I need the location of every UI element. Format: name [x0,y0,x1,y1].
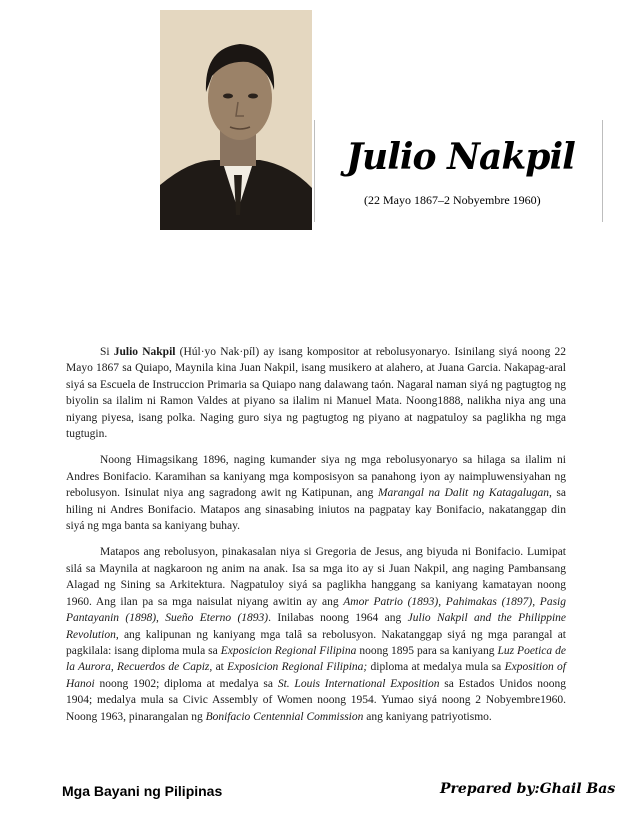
footer-credit: Prepared by:Ghail Bas [440,781,616,797]
work-titles: Luz Poetica de la Aurora, Recuerdos de Capiz, [66,644,566,674]
biography-text [66,344,566,735]
commission-name: Bonifacio Centennial Commission [205,710,364,723]
page-title: Julio Nakpil [346,136,575,178]
exposition-name: Exposicion Regional Filipina [220,644,357,657]
footer-series-title: Mga Bayani ng Pilipinas [62,783,223,799]
divider-left [314,120,315,222]
portrait-icon [160,10,312,230]
paragraph-2: Noong Himagsikang 1896, naging kumander siya ng mga rebolusyonaryo sa hilaga sa ilalim ni Andres Bonifacio. Karamihan sa kaniyang mga komposisyon sa panahong iyon ay naimpluwensiyahan ng rebolusyon. Isinulat niya ang sagradong awit ng Katipunan, ang Marangal na Dalit ng Katagalugan, sa hiling ni Andres Bonifacio. Matapos ang sinasabing iniutos na pagpatay kay Bonifacio, nakatanggap din siyá ng mga banta sa kaniyang buhay. [66,454,566,533]
paragraph-3: Matapos ang rebolusyon, pinakasalan niya si Gregoria de Jesus, ang biyuda ni Bonifacio. Lumipat silá sa Maynila at nagkaroon ng anim na anak. Isa sa mga ito ay si Juan Nakpil, ang naging Pambansang Alagad ng Sining sa Arkitektura. Nagpatuloy siyá sa paglikha hanggang sa kaniyang kamatayan noong 1960. Ang ilan pa sa mga naisulat niyang awitin ay ang Amor Patrio (1893), Pahimakas (1897), Pasig Pantayanin (1898), Sueño Eterno (1893). Inilabas noong 1964 ang Julio Nakpil and the Philippine Revolution, ang kalipunan ng kaniyang mga talâ sa rebolusyon. Nakatanggap siyá ng mga parangal at pagkilala: isang diploma mula sa Exposicion Regional Filipina noong 1895 para sa kaniyang Luz Poetica de la Aurora, Recuerdos de Capiz, at Exposicion Regional Filipina; diploma at medalya mula sa Exposition of Hanoi noong 1902; diploma at medalya sa St. Louis International Exposition sa Estados Unidos noong 1904; medalya mula sa Civic Assembly of Women noong 1954. Yumao siyá noong 2 Nobyembre1960. Noong 1963, pinarangalan ng Bonifacio Centennial Commission ang kaniyang patriyotismo. [66,546,567,723]
song-title: Marangal na Dalit ng Katagalugan [377,487,549,500]
subject-name: Julio Nakpil [113,346,176,358]
paragraph-1: Si Julio Nakpil (Húl·yo Nak·píl) ay isang kompositor at rebolusyonaryo. Isinilang siyá noong 22 Mayo 1867 sa Quiapo, Maynila kina Juan Nakpil, isang musikero at alahero, at Juana Garcia. Nakapag-aral siyá sa Escuela de Instruccion Primaria sa Quiapo nang dalawang taón. Nagaral naman siyá ng pagtugtog ng biyolin sa ilalim ni Ramon Valdes at piyano sa ilalim ni Manuel Mata. Noong1888, nalikha niya ang una niyang piyesa, isang polka. Naging guro siya ng pagtugtog ng piyano at nagpatuloy sa paglikha ng mga tugtugin. [66,346,566,441]
divider-right [602,120,603,222]
portrait-photo [160,10,312,230]
life-dates: (22 Mayo 1867–2 Nobyembre 1960) [364,193,541,207]
exposition-name: St. Louis International Exposition [277,677,440,690]
exposition-name: Exposicion Regional Filipina; [227,661,368,674]
book-title: Julio Nakpil and the Philippine Revolution, [66,612,567,641]
exposition-name: Exposition of Hanoi [66,661,566,690]
song-list: Amor Patrio (1893), Pahimakas (1897), Pasig Pantayanin (1898), Sueño Eterno (1893) [66,595,566,625]
